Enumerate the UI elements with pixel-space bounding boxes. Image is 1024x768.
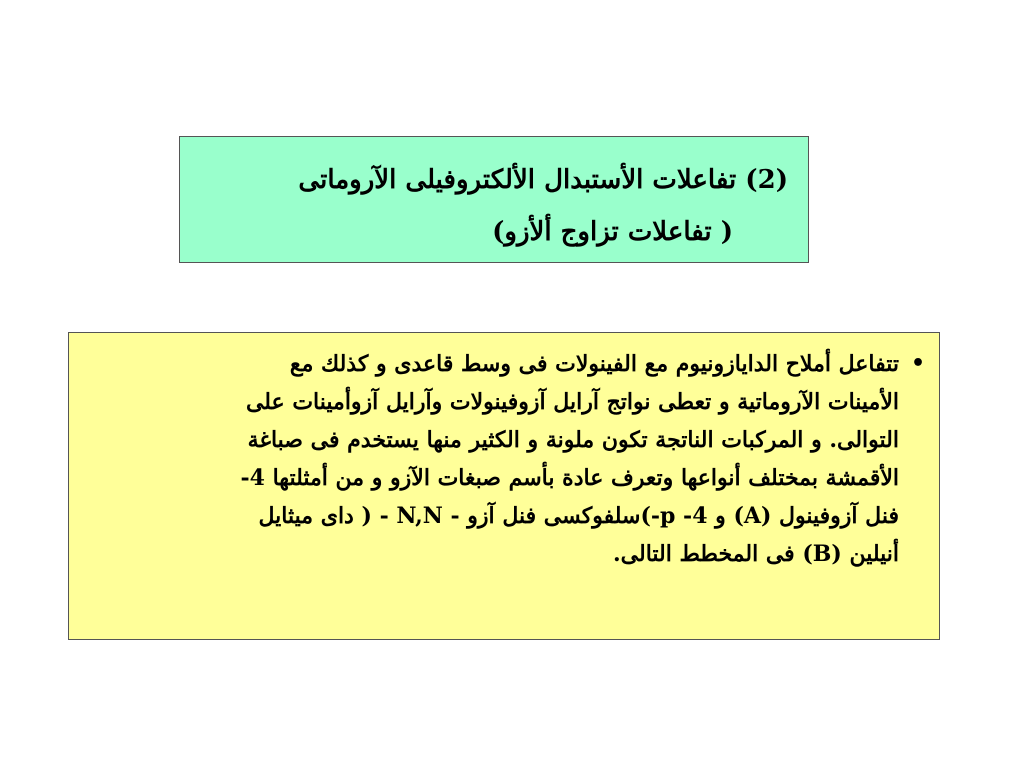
title-line-1: (2) تفاعلات الأستبدال الألكتروفيلى الآروماتى	[298, 165, 788, 195]
title-line-2: ( تفاعلات تزاوج ألأزو)	[492, 217, 733, 247]
body-line-4: الأقمشة بمختلف أنواعها وتعرف عادة بأسم صبغات الآزو و من أمثلتها 4-	[240, 465, 899, 491]
title-box	[179, 136, 809, 263]
body-line-2: الأمينات الآروماتية و تعطى نواتج آرايل آزوفينولات وآرايل آزوأمينات على	[245, 389, 899, 415]
bullet-icon: •	[910, 351, 925, 376]
body-line-1: تتفاعل أملاح الدايازونيوم مع الفينولات فى وسط قاعدى و كذلك مع	[289, 351, 899, 377]
body-line-5: فنل آزوفينول (A) و 4- p-)سلفوكسى فنل آزو - N,N - ( داى ميثايل	[258, 503, 899, 529]
body-text	[101, 345, 925, 573]
body-text-box	[68, 332, 940, 640]
body-paragraph	[101, 345, 921, 573]
body-line-6: أنيلين (B) فى المخطط التالى.	[613, 541, 899, 567]
body-line-3: التوالى. و المركبات الناتجة تكون ملونة و الكثير منها يستخدم فى صباغة	[247, 427, 899, 453]
